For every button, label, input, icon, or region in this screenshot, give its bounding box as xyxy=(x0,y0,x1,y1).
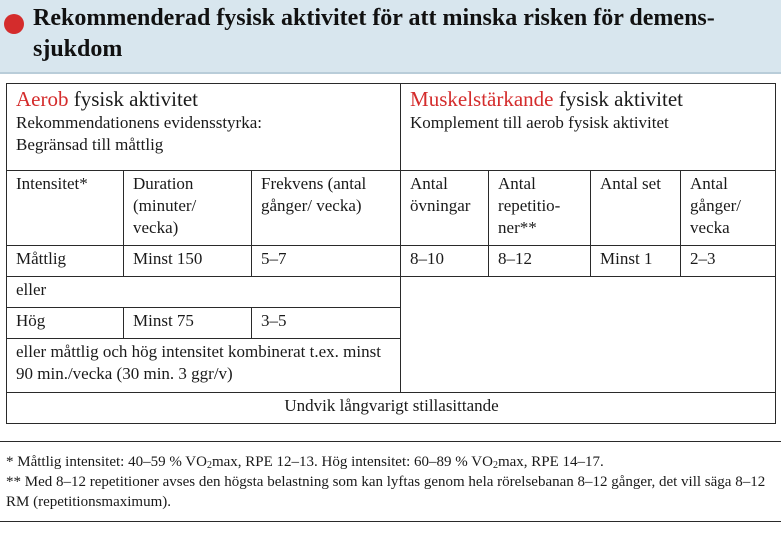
col-header-repetitions: Antal repetitio-ner** xyxy=(489,171,591,246)
table-cell: Hög xyxy=(7,308,124,339)
col-header-sets: Antal set xyxy=(591,171,681,246)
divider xyxy=(0,521,781,522)
page-title: Rekommenderad fysisk aktivitet för att minska risken för demens-sjukdom xyxy=(33,5,715,62)
combined-intensity-note: eller måttlig och hög intensitet kombinerat t.ex. minst 90 min./vecka (30 min. 3 ggr/v) xyxy=(7,339,401,393)
divider xyxy=(0,441,781,442)
bullet-dot-icon xyxy=(4,14,24,34)
table-cell: Minst 1 xyxy=(591,246,681,277)
subscript: 2 xyxy=(492,460,498,471)
footnote-text: * Måttlig intensitet: 40–59 % VO xyxy=(6,454,207,470)
empty-cell xyxy=(401,277,776,393)
table-cell: Minst 150 xyxy=(124,246,252,277)
aerob-evidence-value: Begränsad till måttlig xyxy=(16,135,164,154)
table-cell: 3–5 xyxy=(252,308,401,339)
or-label: eller xyxy=(7,277,401,308)
muskel-heading-rest: fysisk aktivitet xyxy=(553,87,683,111)
table-cell: 8–10 xyxy=(401,246,489,277)
footnote-text: max, RPE 12–13. Hög intensitet: 60–89 % VO xyxy=(211,454,493,470)
aerob-header-cell xyxy=(7,84,401,171)
footnote-intensity xyxy=(6,452,776,472)
table-cell: 8–12 xyxy=(489,246,591,277)
aerob-heading xyxy=(16,86,392,112)
table-cell: Måttlig xyxy=(7,246,124,277)
header-banner xyxy=(0,0,781,74)
col-header-times-per-week: Antal gånger/ vecka xyxy=(681,171,776,246)
table-cell: 5–7 xyxy=(252,246,401,277)
footnotes xyxy=(6,452,776,512)
aerob-heading-rest: fysisk aktivitet xyxy=(68,87,198,111)
muskel-complement-text: Komplement till aerob fysisk aktivitet xyxy=(410,113,669,132)
table-cell: 2–3 xyxy=(681,246,776,277)
col-header-duration: Duration (minuter/ vecka) xyxy=(124,171,252,246)
footnote-repetitions: ** Med 8–12 repetitioner avses den högsta belastning som kan lyftas genom hela rörelsebanan 8–12 gånger, det vill säga 8–12 RM (repetitionsmaximum). xyxy=(6,474,766,510)
footnote-text: max, RPE 14–17. xyxy=(497,454,604,470)
muskel-header-cell xyxy=(401,84,776,171)
muskel-heading-red: Muskelstärkande xyxy=(410,87,554,111)
aerob-heading-red: Aerob xyxy=(16,87,69,111)
sedentary-advice-row: Undvik långvarigt stillasittande xyxy=(7,393,776,424)
recommendation-table xyxy=(6,83,776,424)
col-header-intensity: Intensitet* xyxy=(7,171,124,246)
aerob-evidence-label: Rekommendationens evidensstyrka: xyxy=(16,113,262,132)
col-header-frequency: Frekvens (antal gånger/ vecka) xyxy=(252,171,401,246)
subscript: 2 xyxy=(206,460,212,471)
col-header-exercises: Antal övningar xyxy=(401,171,489,246)
muskel-heading xyxy=(410,86,767,112)
table-cell: Minst 75 xyxy=(124,308,252,339)
